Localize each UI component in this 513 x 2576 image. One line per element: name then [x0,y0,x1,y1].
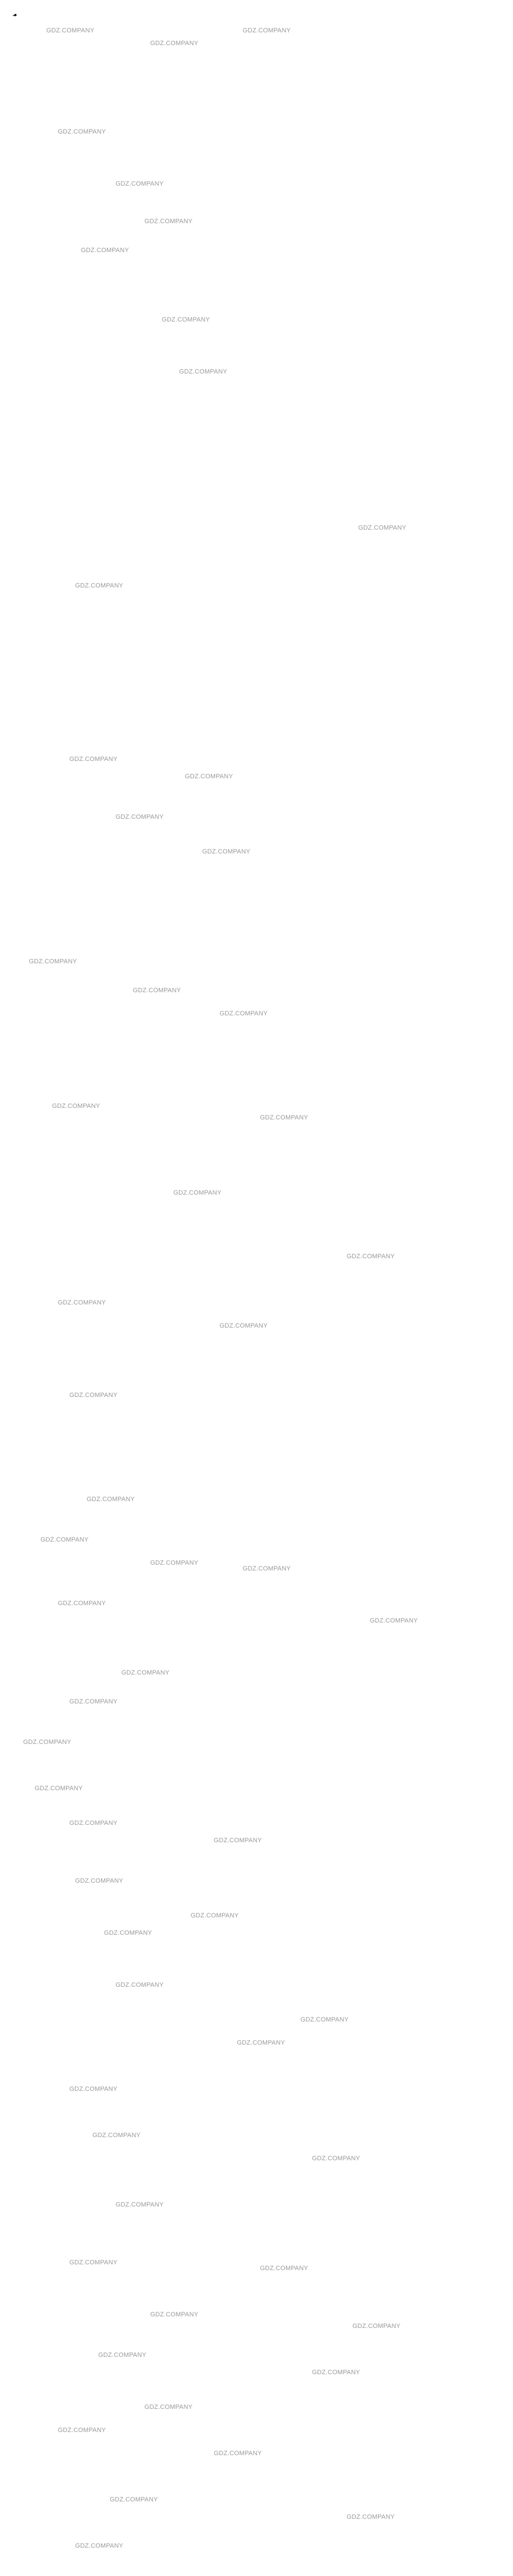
watermark-stamp: GDZ.COMPANY [347,2514,395,2520]
watermark-stamp: GDZ.COMPANY [162,316,210,323]
watermark-stamp: GDZ.COMPANY [29,958,77,965]
watermark-stamp: GDZ.COMPANY [144,2404,193,2411]
watermark-stamp: GDZ.COMPANY [35,1785,83,1792]
watermark-stamp: GDZ.COMPANY [214,1837,262,1844]
watermark-stamp: GDZ.COMPANY [191,1912,239,1919]
watermark-stamp: GDZ.COMPANY [243,1565,291,1572]
watermark-stamp: GDZ.COMPANY [347,1253,395,1260]
watermark-stamp: GDZ.COMPANY [58,2427,106,2434]
watermark-stamp: GDZ.COMPANY [98,2352,147,2359]
watermark-stamp: GDZ.COMPANY [110,2496,158,2503]
watermark-stamp: GDZ.COMPANY [121,1669,170,1676]
watermark-stamp: GDZ.COMPANY [40,1536,89,1543]
watermark-stamp: GDZ.COMPANY [260,1114,308,1121]
watermark-stamp: GDZ.COMPANY [150,1559,199,1566]
watermark-stamp: GDZ.COMPANY [81,247,129,254]
watermark-stamp: GDZ.COMPANY [116,180,164,187]
watermark-stamp: GDZ.COMPANY [69,756,118,763]
watermark-stamp: GDZ.COMPANY [260,2265,308,2272]
watermark-stamp: GDZ.COMPANY [150,2311,199,2318]
watermark-stamp: GDZ.COMPANY [87,1496,135,1503]
watermark-stamp: GDZ.COMPANY [69,2086,118,2093]
watermark-stamp: GDZ.COMPANY [104,1930,153,1936]
watermark-stamp: GDZ.COMPANY [52,1103,101,1110]
watermark-stamp: GDZ.COMPANY [237,2039,285,2046]
watermark-stamp: GDZ.COMPANY [75,582,124,589]
watermark-stamp: GDZ.COMPANY [214,2450,262,2457]
watermark-stamp: GDZ.COMPANY [370,1617,418,1624]
watermark-stamp: GDZ.COMPANY [220,1010,268,1017]
watermark-stamp: GDZ.COMPANY [69,1820,118,1827]
watermark-stamp: GDZ.COMPANY [312,2369,360,2376]
watermark-stamp: GDZ.COMPANY [133,987,181,994]
watermark-stamp: GDZ.COMPANY [75,1878,124,1884]
watermark-stamp: GDZ.COMPANY [69,2259,118,2266]
watermark-stamp: GDZ.COMPANY [150,40,199,47]
document-page [0,0,513,2]
watermark-stamp: GDZ.COMPANY [358,524,407,531]
watermark-stamp: GDZ.COMPANY [179,368,228,375]
watermark-stamp: GDZ.COMPANY [220,1322,268,1329]
watermark-stamp: GDZ.COMPANY [173,1189,222,1196]
watermark-stamp: GDZ.COMPANY [46,27,95,34]
watermark-stamp: GDZ.COMPANY [300,2016,349,2023]
watermark-stamp: GDZ.COMPANY [116,814,164,821]
watermark-stamp: GDZ.COMPANY [58,1600,106,1607]
watermark-stamp: GDZ.COMPANY [116,2201,164,2208]
watermark-stamp: GDZ.COMPANY [69,1392,118,1399]
watermark-stamp: GDZ.COMPANY [92,2132,141,2139]
watermark-stamp: GDZ.COMPANY [75,2542,124,2549]
watermark-stamp: GDZ.COMPANY [243,27,291,34]
watermark-stamp: GDZ.COMPANY [58,128,106,135]
watermark-stamp: GDZ.COMPANY [185,773,233,780]
watermark-stamp: GDZ.COMPANY [352,2323,401,2330]
watermark-stamp: GDZ.COMPANY [202,848,251,855]
watermark-stamp: GDZ.COMPANY [58,1299,106,1306]
watermark-stamp: GDZ.COMPANY [69,1698,118,1705]
watermark-stamp: GDZ.COMPANY [116,1982,164,1989]
watermark-stamp: GDZ.COMPANY [23,1739,72,1746]
watermark-stamp: GDZ.COMPANY [144,218,193,225]
watermark-stamp: GDZ.COMPANY [312,2155,360,2162]
